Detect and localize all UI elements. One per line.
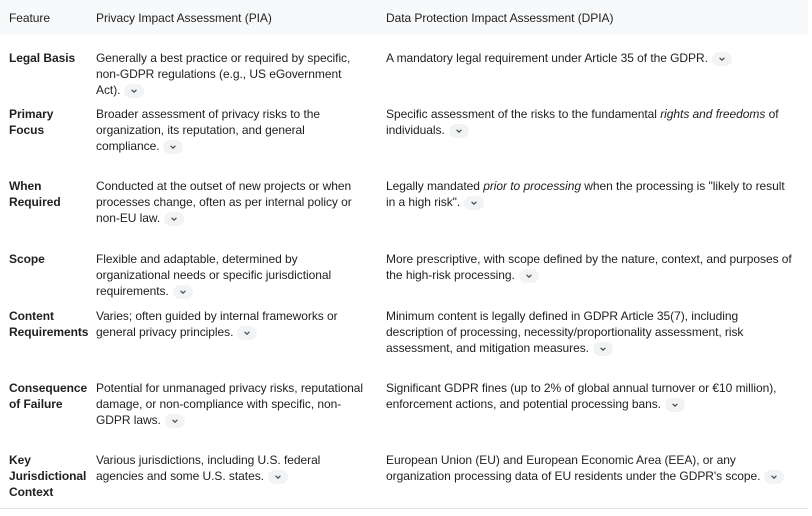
chevron-down-icon[interactable] (593, 342, 613, 356)
chevron-down-icon[interactable] (519, 269, 539, 283)
row-feature: Key Jurisdictional Context (9, 453, 87, 499)
row-pia-cell (96, 308, 368, 340)
chevron-down-icon[interactable] (124, 84, 144, 98)
chevron-down-icon[interactable] (449, 124, 469, 138)
row-feature: Consequence of Failure (9, 381, 88, 411)
dpia-text-pre: Legally mandated (386, 179, 484, 193)
dpia-text-post: when the processing is "likely to result in a high risk". (386, 179, 785, 209)
header-pia: Privacy Impact Assessment (PIA) (96, 11, 272, 25)
row-feature: When Required (9, 179, 61, 209)
dpia-text: A mandatory legal requirement under Article 35 of the GDPR. (386, 51, 708, 65)
row-pia-cell (96, 178, 368, 226)
row-dpia-cell (386, 106, 796, 138)
dpia-text: Significant GDPR fines (up to 2% of global annual turnover or €10 million), enforcement actions, and potential processing bans. (386, 381, 777, 411)
chevron-down-icon[interactable] (268, 470, 288, 484)
dpia-text-post: of individuals. (386, 107, 779, 137)
pia-text: Potential for unmanaged privacy risks, reputational damage, or non-compliance with specific, non-GDPR laws. (96, 381, 363, 427)
row-dpia-cell (386, 308, 796, 356)
dpia-text-pre: Specific assessment of the risks to the fundamental (386, 107, 661, 121)
pia-text: Flexible and adaptable, determined by organizational needs or specific jurisdictional requirements. (96, 252, 332, 298)
chevron-down-icon[interactable] (165, 414, 185, 428)
row-feature: Legal Basis (9, 51, 76, 65)
row-pia-cell (96, 106, 368, 154)
dpia-text: European Union (EU) and European Economic Area (EEA), or any organization processing data of EU residents under the GDPR's scope. (386, 453, 761, 483)
chevron-down-icon[interactable] (464, 196, 484, 210)
dpia-text: More prescriptive, with scope defined by the nature, context, and purposes of the high-risk processing. (386, 252, 792, 282)
chevron-down-icon[interactable] (764, 470, 784, 484)
pia-text: Generally a best practice or required by specific, non-GDPR regulations (e.g., US eGovernment Act). (96, 51, 351, 97)
chevron-down-icon[interactable] (164, 212, 184, 226)
dpia-text: Minimum content is legally defined in GDPR Article 35(7), including description of processing, necessity/proportionality assessment, risk assessment, and mitigation measures. (386, 309, 744, 355)
header-feature: Feature (9, 11, 51, 25)
row-pia-cell (96, 380, 368, 428)
pia-text: Conducted at the outset of new projects or when processes change, often as per internal policy or non-EU law. (96, 179, 352, 225)
table-bottom-divider (0, 508, 808, 509)
chevron-down-icon[interactable] (173, 285, 193, 299)
row-dpia-cell (386, 251, 796, 283)
row-pia-cell (96, 50, 368, 98)
header-dpia: Data Protection Impact Assessment (DPIA) (386, 11, 614, 25)
chevron-down-icon[interactable] (665, 398, 685, 412)
chevron-down-icon[interactable] (712, 52, 732, 66)
row-pia-cell (96, 251, 368, 299)
row-feature: Scope (9, 252, 45, 266)
row-dpia-cell (386, 452, 796, 484)
chevron-down-icon[interactable] (237, 326, 257, 340)
row-dpia-cell (386, 380, 796, 412)
dpia-text-emphasis: prior to processing (483, 179, 581, 193)
row-dpia-cell (386, 178, 796, 210)
pia-text: Varies; often guided by internal frameworks or general privacy principles. (96, 309, 338, 339)
row-dpia-cell (386, 50, 796, 66)
chevron-down-icon[interactable] (163, 140, 183, 154)
row-feature: Primary Focus (9, 107, 54, 137)
dpia-text-emphasis: rights and freedoms (660, 107, 766, 121)
row-pia-cell (96, 452, 368, 484)
row-feature: Content Requirements (9, 309, 89, 339)
pia-text: Various jurisdictions, including U.S. federal agencies and some U.S. states. (96, 453, 321, 483)
pia-text: Broader assessment of privacy risks to the organization, its reputation, and general compliance. (96, 107, 320, 153)
